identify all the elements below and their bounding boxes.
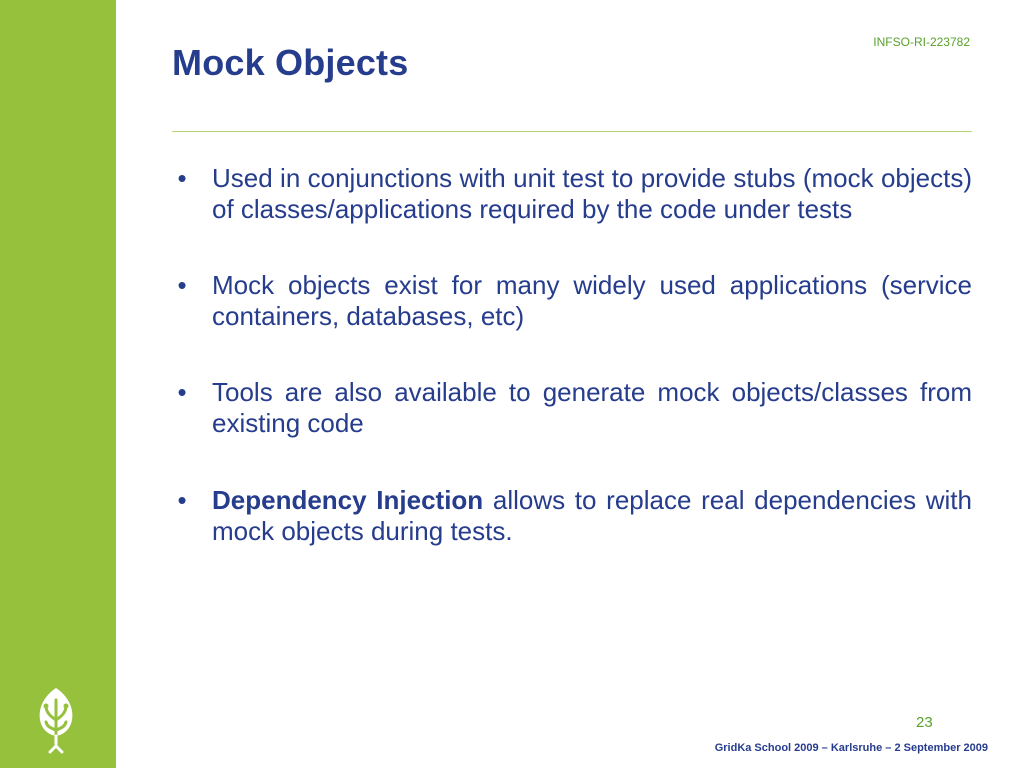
page-number: 23 <box>916 714 933 731</box>
bullet-list <box>172 163 972 592</box>
bullet-dot: • <box>177 485 187 515</box>
bullet-text: Used in conjunctions with unit test to provide stubs (mock objects) of classes/applications required by the code under tests <box>212 163 972 224</box>
sprout-logo-icon <box>34 686 78 754</box>
footer-text: GridKa School 2009 – Karlsruhe – 2 September 2009 <box>714 742 988 754</box>
bullet-dot: • <box>177 163 187 193</box>
project-id: INFSO-RI-223782 <box>873 35 970 49</box>
slide-title: Mock Objects <box>172 42 409 83</box>
title-divider <box>172 131 972 132</box>
bullet-item <box>172 377 972 439</box>
bullet-text: Mock objects exist for many widely used applications (service containers, databases, etc) <box>212 270 972 331</box>
bullet-dot: • <box>177 377 187 407</box>
sidebar-band <box>0 0 116 768</box>
bullet-item <box>172 163 972 225</box>
bullet-dot: • <box>177 270 187 300</box>
bullet-item <box>172 270 972 332</box>
bullet-text: allows to replace real dependencies with mock objects during tests. <box>212 485 972 546</box>
bullet-text: Tools are also available to generate mock objects/classes from existing code <box>212 377 972 438</box>
bullet-item <box>172 485 972 547</box>
bullet-bold-term: Dependency Injection <box>212 485 484 515</box>
